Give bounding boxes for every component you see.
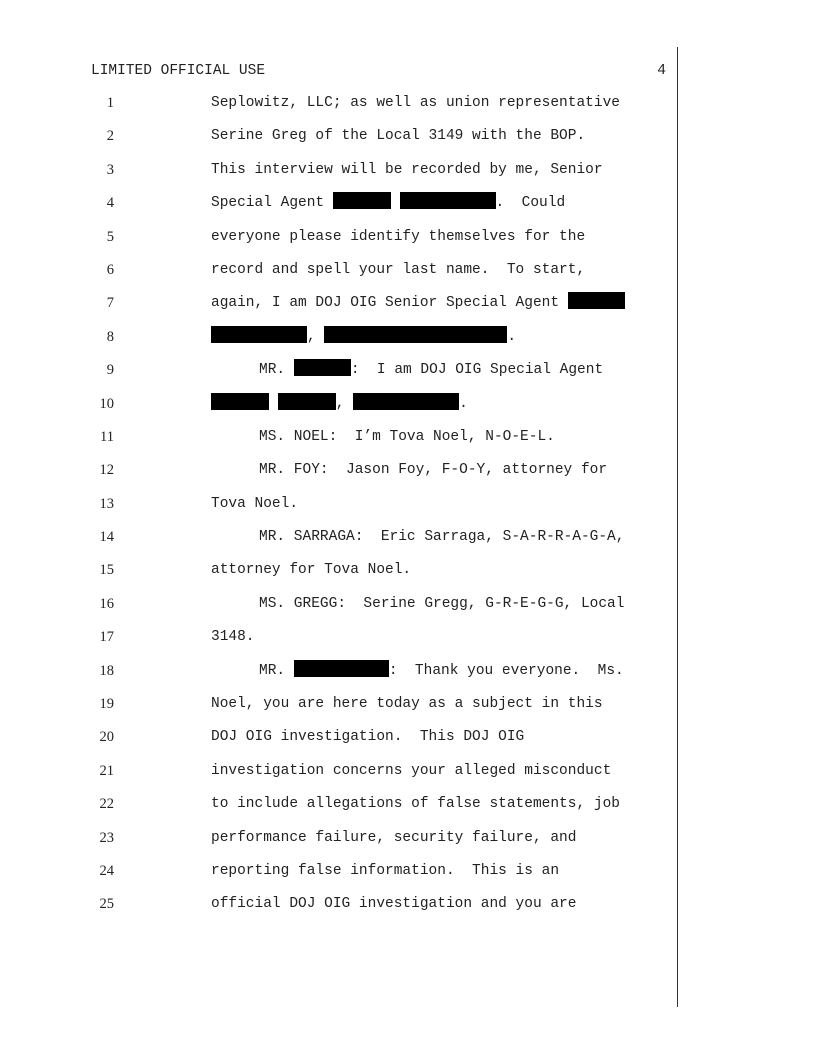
line-number: 2 <box>106 128 114 145</box>
line-text: Noel, you are here today as a subject in this <box>211 696 603 713</box>
redaction-block <box>278 393 336 410</box>
line-text <box>211 393 468 415</box>
page-number: 4 <box>657 63 666 79</box>
line-number: 13 <box>99 495 114 512</box>
redaction-block <box>211 326 307 343</box>
line-number: 17 <box>99 629 114 646</box>
line-segment: : Thank you everyone. Ms. <box>388 662 624 679</box>
transcript-body <box>0 92 700 927</box>
transcript-line <box>0 793 700 826</box>
line-number: 5 <box>106 228 114 245</box>
line-number: 25 <box>99 896 114 913</box>
line-segment: Special Agent <box>211 195 333 212</box>
line-number: 4 <box>106 195 114 212</box>
line-segment: , <box>307 328 325 345</box>
line-number: 11 <box>100 428 114 445</box>
transcript-line <box>0 893 700 926</box>
transcript-line <box>0 125 700 158</box>
line-segment: : I am DOJ OIG Special Agent <box>350 362 604 379</box>
line-text: MR. SARRAGA: Eric Sarraga, S-A-R-R-A-G-A, <box>259 529 625 546</box>
redaction-block <box>400 192 496 209</box>
line-text: performance failure, security failure, and <box>211 829 577 846</box>
transcript-line <box>0 426 700 459</box>
transcript-line <box>0 726 700 759</box>
line-text: MS. GREGG: Serine Gregg, G-R-E-G-G, Local <box>259 595 625 612</box>
line-text: record and spell your last name. To start, <box>211 261 586 278</box>
redaction-block <box>294 660 389 677</box>
line-segment: MR. <box>259 362 294 379</box>
redaction-block <box>353 393 459 410</box>
line-text <box>211 292 625 314</box>
line-segment: . <box>507 328 517 345</box>
line-number: 6 <box>106 261 114 278</box>
line-text: investigation concerns your alleged misconduct <box>211 762 612 779</box>
line-number: 10 <box>99 395 114 412</box>
line-number: 23 <box>99 829 114 846</box>
line-number: 1 <box>106 95 114 111</box>
line-text <box>259 359 603 381</box>
line-segment <box>391 195 400 211</box>
transcript-line <box>0 626 700 659</box>
line-number: 16 <box>99 595 114 612</box>
transcript-line <box>0 192 700 225</box>
transcript-line <box>0 693 700 726</box>
line-number: 8 <box>106 328 114 345</box>
header-label: LIMITED OFFICIAL USE <box>91 63 266 79</box>
page-header <box>91 60 666 82</box>
line-number: 20 <box>99 729 114 746</box>
line-text <box>211 326 516 348</box>
line-number: 19 <box>99 696 114 713</box>
line-number: 12 <box>99 462 114 479</box>
transcript-line <box>0 326 700 359</box>
line-number: 9 <box>106 362 114 379</box>
transcript-line <box>0 159 700 192</box>
line-segment <box>269 396 278 412</box>
line-text: reporting false information. This is an <box>211 862 560 879</box>
transcript-line <box>0 393 700 426</box>
transcript-line <box>0 660 700 693</box>
transcript-line <box>0 860 700 893</box>
line-number: 21 <box>99 762 114 779</box>
transcript-line <box>0 459 700 492</box>
line-number: 3 <box>106 161 114 178</box>
line-number: 15 <box>99 562 114 579</box>
transcript-line <box>0 593 700 626</box>
line-number: 24 <box>99 862 114 879</box>
line-text: MR. FOY: Jason Foy, F-O-Y, attorney for <box>259 462 608 479</box>
line-text: official DOJ OIG investigation and you are <box>211 896 577 913</box>
redaction-block <box>333 192 391 209</box>
line-segment: , <box>335 395 354 412</box>
transcript-line <box>0 760 700 793</box>
line-text: attorney for Tova Noel. <box>211 562 412 579</box>
line-number: 14 <box>99 529 114 546</box>
redaction-block <box>294 359 351 376</box>
line-number: 22 <box>99 796 114 813</box>
transcript-line <box>0 559 700 592</box>
transcript-line <box>0 226 700 259</box>
line-text: Tova Noel. <box>211 495 299 512</box>
redaction-block <box>568 292 625 309</box>
line-text: to include allegations of false statements, job <box>211 796 620 813</box>
redaction-block <box>211 393 269 410</box>
line-text: everyone please identify themselves for the <box>211 228 586 245</box>
line-text: 3148. <box>211 629 255 646</box>
line-number: 7 <box>106 295 114 312</box>
transcript-line <box>0 526 700 559</box>
transcript-line <box>0 359 700 392</box>
transcript-line <box>0 292 700 325</box>
transcript-line <box>0 259 700 292</box>
line-text: Seplowitz, LLC; as well as union representative <box>211 95 620 111</box>
line-text: Serine Greg of the Local 3149 with the BOP. <box>211 128 586 145</box>
transcript-line <box>0 493 700 526</box>
line-segment: . Could <box>495 195 566 212</box>
line-text: DOJ OIG investigation. This DOJ OIG <box>211 729 525 746</box>
line-text <box>259 660 624 682</box>
line-segment: MR. <box>259 662 294 679</box>
line-segment: . <box>459 395 468 412</box>
line-text: This interview will be recorded by me, Senior <box>211 161 603 178</box>
redaction-block <box>324 326 507 343</box>
line-segment: again, I am DOJ OIG Senior Special Agent <box>211 295 568 312</box>
line-text <box>211 192 565 214</box>
line-text: MS. NOEL: I’m Tova Noel, N-O-E-L. <box>259 428 555 445</box>
line-number: 18 <box>99 662 114 679</box>
transcript-line <box>0 92 700 125</box>
transcript-line <box>0 827 700 860</box>
